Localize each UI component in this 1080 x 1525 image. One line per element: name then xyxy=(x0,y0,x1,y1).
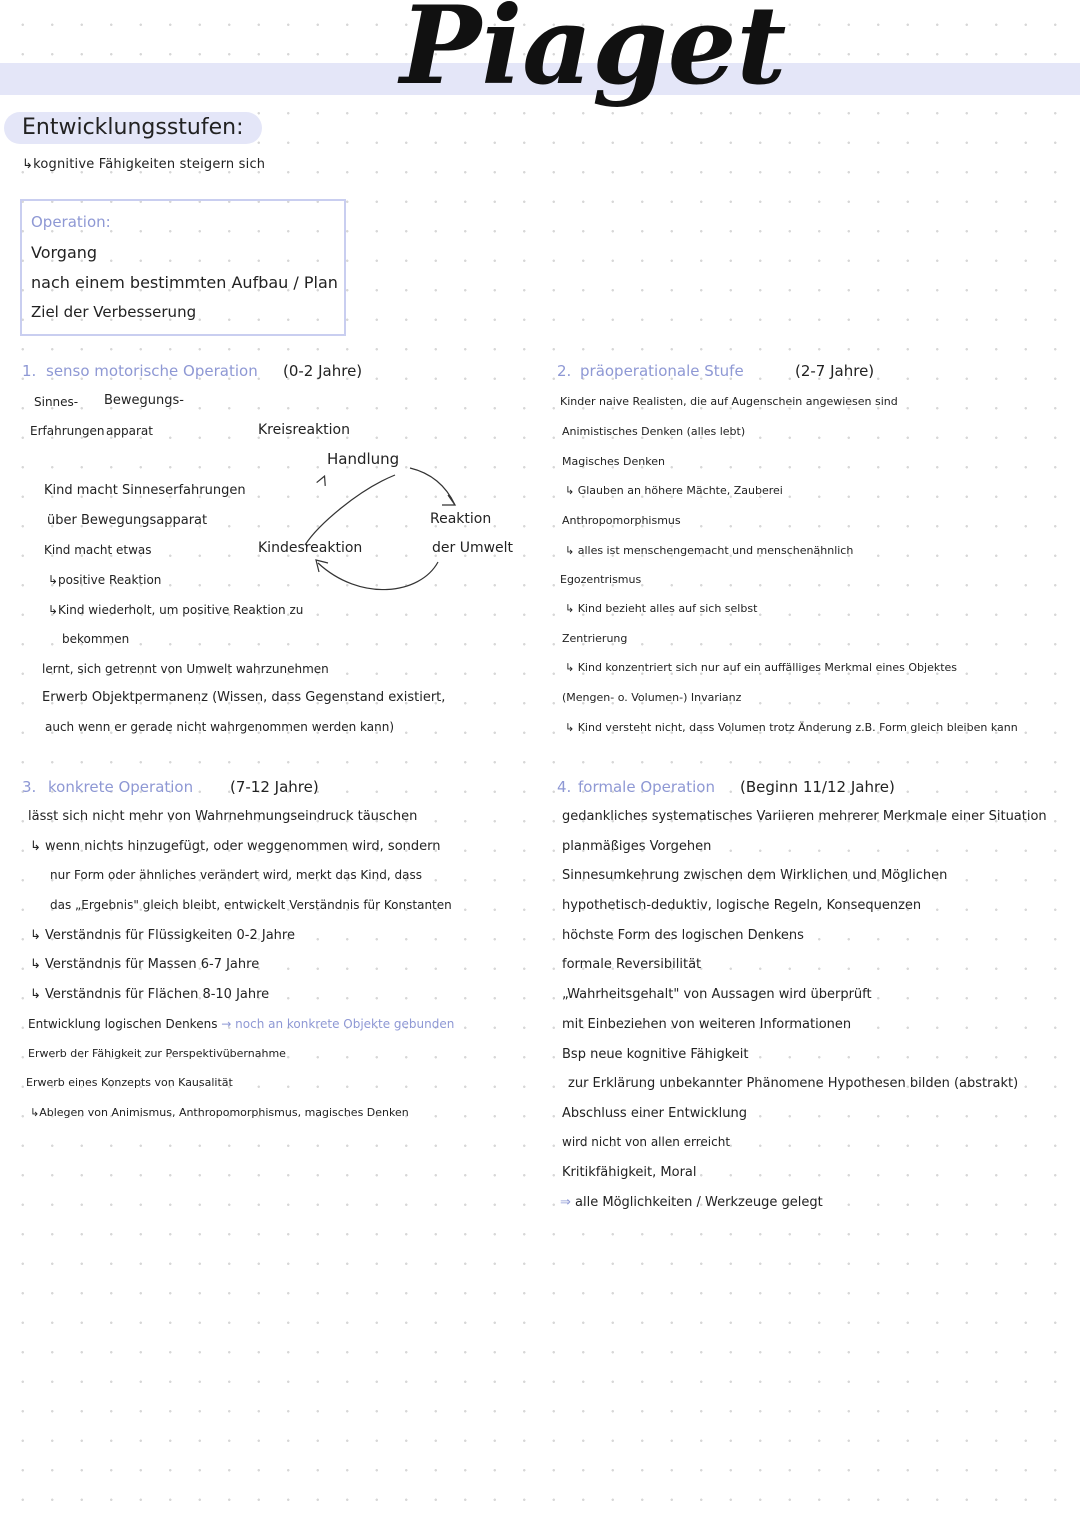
stage-2-line: (Mengen- o. Volumen-) Invarianz xyxy=(562,691,742,704)
stage-4-line: formale Reversibilität xyxy=(562,957,702,972)
stage-4-line: Bsp neue kognitive Fähigkeit xyxy=(562,1047,749,1062)
stage-4-line: wird nicht von allen erreicht xyxy=(562,1135,731,1149)
stage-1-line: über Bewegungsapparat xyxy=(47,513,208,528)
stage-2-line: Kinder naive Realisten, die auf Augenschein angewiesen sind xyxy=(560,395,898,408)
cycle-arrow-left xyxy=(305,475,395,545)
operation-box-title: Operation: xyxy=(31,213,111,231)
stage-3-number: 3. xyxy=(22,778,37,796)
stage-2-line: Anthropomorphismus xyxy=(562,514,681,527)
page-title: Piaget xyxy=(400,0,787,109)
stage-3-title: konkrete Operation xyxy=(48,778,194,796)
stage-3-line: ↳ Verständnis für Flächen 8-10 Jahre xyxy=(30,987,270,1002)
stage-2-age: (2-7 Jahre) xyxy=(795,362,875,380)
section-subheading: ↳kognitive Fähigkeiten steigern sich xyxy=(22,157,266,172)
stage-1-line: ↳positive Reaktion xyxy=(48,573,162,587)
cycle-arrow-bottom xyxy=(318,562,438,590)
cycle-node-right: Reaktion xyxy=(430,511,492,527)
stage-4-line xyxy=(560,1195,823,1210)
stage-4-line: „Wahrheitsgehalt" von Aussagen wird überprüft xyxy=(562,987,872,1002)
cycle-node-top: Handlung xyxy=(327,450,400,468)
stage-3-line: ↳Ablegen von Animismus, Anthropomorphismus, magisches Denken xyxy=(30,1106,409,1119)
stage-2-number: 2. xyxy=(557,362,572,380)
stage-1-line: Erwerb Objektpermanenz (Wissen, dass Gegenstand existiert, xyxy=(42,690,446,705)
stage-1-line: Kind macht Sinneserfahrungen xyxy=(44,483,246,498)
stage-1-label: Bewegungs- xyxy=(104,393,184,408)
section-heading: Entwicklungsstufen: xyxy=(4,112,262,144)
stage-3-line: nur Form oder ähnliches verändert wird, merkt das Kind, dass xyxy=(50,868,422,882)
stage-1-label: Kreisreaktion xyxy=(258,422,350,438)
stage-4-line: planmäßiges Vorgehen xyxy=(562,839,712,854)
stage-4-line: Kritikfähigkeit, Moral xyxy=(562,1165,697,1180)
stage-3-line: ↳ wenn nichts hinzugefügt, oder weggenommen wird, sondern xyxy=(30,839,441,854)
stage-1-line: auch wenn er gerade nicht wahrgenommen werden kann) xyxy=(45,720,395,734)
stage-1-line: lernt, sich getrennt von Umwelt wahrzunehmen xyxy=(42,662,329,676)
operation-box-line: nach einem bestimmten Aufbau / Plan xyxy=(31,273,338,292)
stage-4-line: gedankliches systematisches Variieren mehrerer Merkmale einer Situation xyxy=(562,809,1047,824)
stage-4-line: mit Einbeziehen von weiteren Informationen xyxy=(562,1017,852,1032)
stage-2-line: ↳ Glauben an höhere Mächte, Zauberei xyxy=(565,484,783,497)
stage-4-line: Abschluss einer Entwicklung xyxy=(562,1106,747,1121)
right-arrow-icon: ⇒ xyxy=(560,1195,571,1210)
stage-3-line xyxy=(28,1017,454,1031)
stage-4-line: Sinnesumkehrung zwischen dem Wirklichen und Möglichen xyxy=(562,868,948,883)
operation-box-line: Vorgang xyxy=(31,243,98,262)
stage-1-label: Sinnes- xyxy=(34,395,79,409)
stage-4-final-line: alle Möglichkeiten / Werkzeuge gelegt xyxy=(575,1195,823,1210)
stage-4-number: 4. xyxy=(557,778,572,796)
cycle-arrowhead xyxy=(316,476,329,489)
stage-4-line: höchste Form des logischen Denkens xyxy=(562,928,804,943)
stage-3-line: Erwerb eines Konzepts von Kausalität xyxy=(26,1076,233,1089)
stage-4-line: hypothetisch-deduktiv, logische Regeln, Konsequenzen xyxy=(562,898,922,913)
circular-reaction-diagram xyxy=(290,450,530,600)
stage-3-line-note: → noch an konkrete Objekte gebunden xyxy=(221,1017,455,1031)
stage-2-line: ↳ Kind konzentriert sich nur auf ein auffälliges Merkmal eines Objektes xyxy=(565,661,958,674)
stage-2-title: präoperationale Stufe xyxy=(580,362,744,380)
stage-3-line: das „Ergebnis" gleich bleibt, entwickelt Verständnis für Konstanten xyxy=(50,898,452,912)
stage-2-line: ↳ Kind versteht nicht, dass Volumen trotz Änderung z.B. Form gleich bleiben kann xyxy=(565,721,1018,734)
stage-3-line-main: Entwicklung logischen Denkens xyxy=(28,1017,218,1031)
stage-2-line: ↳ Kind bezieht alles auf sich selbst xyxy=(565,602,758,615)
stage-1-title: senso motorische Operation xyxy=(46,362,258,380)
stage-2-line: Zentrierung xyxy=(562,632,628,645)
stage-4-line: zur Erklärung unbekannter Phänomene Hypothesen bilden (abstrakt) xyxy=(568,1076,1019,1091)
stage-3-line: lässt sich nicht mehr von Wahrnehmungseindruck täuschen xyxy=(28,809,418,824)
stage-1-label: Erfahrungen xyxy=(30,424,105,438)
stage-3-line: Erwerb der Fähigkeit zur Perspektivübernahme xyxy=(28,1047,286,1060)
stage-1-line: Kind macht etwas xyxy=(44,543,152,557)
stage-1-line: bekommen xyxy=(62,632,130,646)
stage-2-line: ↳ alles ist menschengemacht und menschenähnlich xyxy=(565,544,854,557)
stage-1-line: ↳Kind wiederholt, um positive Reaktion zu xyxy=(48,603,304,617)
stage-1-number: 1. xyxy=(22,362,37,380)
stage-3-age: (7-12 Jahre) xyxy=(230,778,319,796)
cycle-arrow-right xyxy=(410,468,455,505)
cycle-node-right: der Umwelt xyxy=(432,540,514,556)
stage-1-age: (0-2 Jahre) xyxy=(283,362,363,380)
operation-definition-box xyxy=(20,199,346,336)
stage-2-line: Animistisches Denken (alles lebt) xyxy=(562,425,746,438)
stage-3-line: ↳ Verständnis für Massen 6-7 Jahre xyxy=(30,957,260,972)
stage-2-line: Egozentrismus xyxy=(560,573,642,586)
stage-2-line: Magisches Denken xyxy=(562,455,665,468)
stage-3-line: ↳ Verständnis für Flüssigkeiten 0-2 Jahre xyxy=(30,928,295,943)
stage-1-label: apparat xyxy=(106,424,153,438)
stage-4-title: formale Operation xyxy=(578,778,715,796)
cycle-node-left: Kindesreaktion xyxy=(258,540,363,556)
stage-4-age: (Beginn 11/12 Jahre) xyxy=(740,778,895,796)
operation-box-line: Ziel der Verbesserung xyxy=(31,303,197,321)
